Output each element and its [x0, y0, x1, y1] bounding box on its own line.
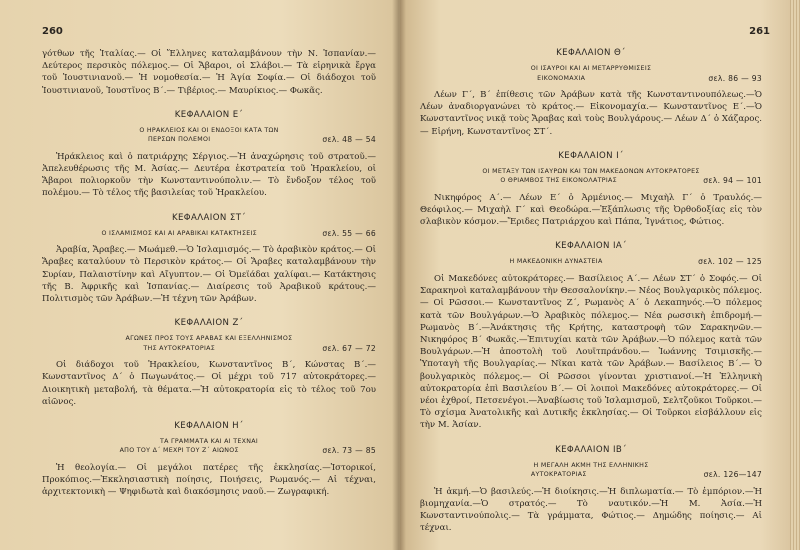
chapter-summary: Ἡ ἀκμή.—Ὁ βασιλεύς.—Ἡ διοίκησις.—Ἡ διπλωματία.— Τὸ ἐμπόριον.—Ἡ βιομηχανία.—Ὁ στρατός.— Τὸ ναυτικόν.—Ἡ Μ. Ἀσία.—Ἡ Κωνσταντινούπολις.— Τὰ γράμματα, Φώτιος.— Δημώδης ποίησις.— Αἱ τέχναι.: [420, 486, 762, 534]
page-range: σελ. 86 — 93: [708, 73, 762, 83]
book-gutter: [392, 0, 406, 550]
chapter-summary: Ἀραβία, Ἄραβες.— Μωάμεθ.—Ὁ Ἰσλαμισμός.— Τὸ ἀραβικὸν κράτος.— Οἱ Ἄραβες καταλύουν τὸ Περσικὸν κράτος.— Οἱ Ἄραβες καταλαμβάνουν τὴν Συρίαν, Παλαιστίνην καὶ Αἴγυπτον.— Οἱ Ὀμεϊάδαι χαλίφαι.— Κατάκτησις τῆς Β. Ἀφρικῆς καὶ Ἱσπανίας.— Διαίρεσις τοῦ Ἀραβικοῦ κράτους.— Πολιτισμὸς τῶν Ἀράβων.—Ἡ τέχνη τῶν Ἀράβων.: [42, 245, 376, 304]
page-number: 261: [749, 26, 770, 37]
page-range: σελ. 55 — 66: [322, 228, 376, 238]
chapter-subtitle-row: [420, 470, 762, 480]
page-edge: [790, 0, 800, 550]
page-range: σελ. 67 — 72: [322, 343, 376, 353]
page-number: 260: [42, 26, 63, 37]
chapter-summary: Ἡράκλειος καὶ ὁ πατριάρχης Σέργιος.—Ἡ ἀναχώρησις τοῦ στρατοῦ.—Ἀπελευθέρωσις τῆς Μ. Ἀσίας.— Δευτέρα ἐκστρατεία τοῦ Ἡρακλείου, οἱ Ἄβαροι πολιορκοῦν τὴν Κωνσταντινούπολιν.— Τὸ ἔνδοξον τέλος τοῦ πολέμου.— Τὸ τέλος τῆς βασιλείας τοῦ Ἡρακλείου.: [42, 151, 376, 199]
chapter-subtitle-row: [42, 446, 376, 456]
chapter-subtitle-row: [42, 229, 376, 239]
chapter-subtitle: Ο ΘΡΙΑΜΒΟΣ ΤΗΣ ΕΙΚΟΝΟΛΑΤΡΙΑΣ: [500, 177, 617, 185]
page-content: [420, 48, 762, 534]
chapter-subtitle: ΑΥΤΟΚΡΑΤΟΡΙΑΣ: [530, 471, 587, 479]
page-range: σελ. 126—147: [703, 470, 762, 480]
chapter-heading: ΚΕΦΑΛΑΙΟΝ Η΄: [174, 420, 244, 431]
chapter-subtitle: ΤΑ ΓΡΑΜΜΑΤΑ ΚΑΙ ΑΙ ΤΕΧΝΑΙ: [159, 437, 259, 445]
chapter-heading: ΚΕΦΑΛΑΙΟΝ ΣΤ΄: [171, 212, 247, 223]
chapter-summary: Ἡ θεολογία.— Οἱ μεγάλοι πατέρες τῆς ἐκκλησίας.—Ἱστορικοί, Προκόπιος.—Ἐκκλησιαστικὴ ποίησις, Ποιήσεις, Ρωμανός.— Αἱ τέχναι, ἀρχιτεκτονικὴ — Ψηφιδωτὰ καὶ διακόσμησις ναοῦ.— Ζωγραφική.: [42, 462, 376, 498]
chapter-heading: ΚΕΦΑΛΑΙΟΝ Ζ΄: [174, 318, 244, 329]
chapter-subtitle: Η ΜΑΚΕΔΟΝΙΚΗ ΔΥΝΑΣΤΕΙΑ: [509, 258, 603, 266]
chapter-subtitle: Ο ΗΡΑΚΛΕΙΟΣ ΚΑΙ ΟΙ ΕΝΔΟΞΟΙ ΚΑΤΑ ΤΩΝ: [139, 126, 279, 134]
chapter-subtitle-row: [42, 135, 376, 145]
page-content: [42, 48, 376, 499]
chapter-subtitle: ΟΙ ΜΕΤΑΞΥ ΤΩΝ ΙΣΑΥΡΩΝ ΚΑΙ ΤΩΝ ΜΑΚΕΔΟΝΩΝ ΑΥΤΟΚΡΑΤΟΡΕΣ: [482, 167, 700, 175]
chapter-heading: ΚΕΦΑΛΑΙΟΝ Θ΄: [556, 48, 626, 58]
chapter-subtitle: ΑΓΩΝΕΣ ΠΡΟΣ ΤΟΥΣ ΑΡΑΒΑΣ ΚΑΙ ΕΞΕΛΛΗΝΙΣΜΟΣ: [125, 335, 293, 343]
chapter-heading: ΚΕΦΑΛΑΙΟΝ ΙΑ΄: [555, 241, 627, 252]
chapter-subtitle: Ο ΙΣΛΑΜΙΣΜΟΣ ΚΑΙ ΑΙ ΑΡΑΒΙΚΑΙ ΚΑΤΑΚΤΗΣΕΙΣ: [101, 229, 257, 237]
chapter-subtitle: ΠΕΡΣΩΝ ΠΟΛΕΜΟΙ: [147, 136, 211, 144]
chapter-subtitle: ΕΙΚΟΝΟΜΑΧΙΑ: [537, 74, 586, 82]
chapter-heading: ΚΕΦΑΛΑΙΟΝ ΙΒ΄: [555, 444, 627, 455]
chapter-subtitle: ΟΙ ΙΣΑΥΡΟΙ ΚΑΙ ΑΙ ΜΕΤΑΡΡΥΘΜΙΣΕΙΣ: [530, 65, 652, 72]
chapter-summary: Οἱ διάδοχοι τοῦ Ἡρακλείου, Κωνσταντῖνος Β΄, Κώνστας Β΄.— Κωνσταντῖνος Δ΄ ὁ Πωγωνάτος.— Οἱ μέχρι τοῦ 717 αὐτοκράτορες.— Διοικητικὴ μεταβολή, τὰ θέματα.—Ἡ αὐτοκρατορία εἰς τὸ τέλος τοῦ 7ου αἰῶνος.: [42, 360, 376, 407]
chapter-summary: Οἱ Μακεδόνες αὐτοκράτορες.— Βασίλειος Α΄.— Λέων ΣΤ΄ ὁ Σοφός.— Οἱ Σαρακηνοὶ καταλαμβάνουν τὴν Θεσσαλονίκην.— Νέος Βουλγαρικὸς πόλεμος.— Οἱ Ρῶσσοι.— Κωνσταντῖνος Ζ΄, Ρωμανὸς Α΄ ὁ Λεκαπηνός.—Ὁ πόλεμος κατὰ τῶν Βουλγάρων.—Ὁ Ἀραβικὸς πόλεμος.— Νέα ρωσσικὴ ἐπιδρομή.— Ρωμανὸς Β΄.—Ἀνάκτησις τῆς Κρήτης, καταστροφὴ τῶν Σαρακηνῶν.— Νικηφόρος Β΄ Φωκᾶς.—Ἐπιτυχίαι κατὰ τῶν Ἀράβων.—Ὁ πόλεμος κατὰ τῶν Βουλγάρων.—Ἡ ἀποστολὴ τοῦ Λουϊτπράνδου.— Ἰωάννης Τσιμισκῆς.— Ὑποταγὴ τῆς Βουλγαρίας.— Νῖκαι κατὰ τῶν Ἀράβων.— Βασίλειος Β΄.— Ὁ βουλγαρικὸς πόλεμος.— Οἱ Ρῶσσοι γίνονται χριστιανοί.—Ἡ Ἑλληνικὴ αὐτοκρατορία ἐπὶ Βασιλείου Β΄.— Οἱ λοιποὶ Μακεδόνες αὐτοκράτορες.— Οἱ νέοι ἐχθροί, Πετσενέγοι.—Ἀναβίωσις τοῦ Ἰσλαμισμοῦ, Σελτζοῦκοι Τοῦρκοι.— Τὸ σχίσμα Ἀνατολικῆς καὶ Δυτικῆς ἐκκλησίας.— Οἱ Τοῦρκοι εἰσβάλλουν εἰς τὴν Μ. Ἀσίαν.: [420, 273, 762, 431]
chapter-summary: Νικηφόρος Α΄.— Λέων Ε΄ ὁ Ἀρμένιος.— Μιχαὴλ Γ΄ ὁ Τραυλός.— Θεόφιλος.— Μιχαὴλ Γ΄ καὶ Θεοδώρα.—Ἐξάπλωσις τῆς Ὀρθοδοξίας εἰς τὸν σλαβικὸν κόσμον.—Ἔριδες Πατριάρχου καὶ Πάπα, Ἰγνάτιος, Φώτιος.: [420, 192, 762, 228]
right-page: [400, 0, 800, 550]
chapter-summary: Λέων Γ΄, Β΄ ἐπίθεσις τῶν Ἀράβων κατὰ τῆς Κωνσταντινουπόλεως.—Ὁ Λέων ἀναδιοργανώνει τὸ κράτος.— Εἰκονομαχία.— Κωνσταντῖνος Ε΄.—Ὁ Κωνσταντῖνος νικᾷ τοὺς Ἄραβας καὶ τοὺς Βουλγάρους.— Λέων Δ΄ ὁ Χάζαρος.— Εἰρήνη, Κωνσταντῖνος ΣΤ΄.: [420, 90, 762, 137]
chapter-subtitle-row: [420, 74, 762, 84]
chapter-subtitle-row: [420, 257, 762, 267]
chapter-subtitle: Η ΜΕΓΑΛΗ ΑΚΜΗ ΤΗΣ ΕΛΛΗΝΙΚΗΣ: [533, 461, 649, 469]
page-range: σελ. 94 — 101: [703, 176, 762, 186]
page-range: σελ. 48 — 54: [322, 135, 376, 145]
chapter-subtitle-row: [42, 344, 376, 354]
chapter-subtitle-row: [420, 176, 762, 186]
chapter-heading: ΚΕΦΑΛΑΙΟΝ Ι΄: [558, 150, 624, 161]
chapter-subtitle: ΑΠΟ ΤΟΥ Δ΄ ΜΕΧΡΙ ΤΟΥ Ζ΄ ΑΙΩΝΟΣ: [119, 447, 239, 455]
chapter-heading: ΚΕΦΑΛΑΙΟΝ Ε΄: [174, 109, 244, 120]
page-range: σελ. 73 — 85: [322, 446, 376, 456]
page-range: σελ. 102 — 125: [698, 257, 762, 267]
intro-paragraph: γότθων τῆς Ἰταλίας.— Οἱ Ἕλληνες καταλαμβάνουν τὴν Ν. Ἱσπανίαν.— Δεύτερος περσικὸς πόλεμος.— Οἱ Ἄβαροι, οἱ Σλάβοι.— Τὰ εἰρηνικὰ ἔργα τοῦ Ἰουστινιανοῦ.— Ἡ νομοθεσία.— Ἡ Ἁγία Σοφία.— Οἱ διάδοχοι τοῦ Ἰουστινιανοῦ, Ἰουστῖνος Β΄.— Τιβέριος.— Μαυρίκιος.— Φωκᾶς.: [42, 49, 376, 96]
chapter-subtitle: ΤΗΣ ΑΥΤΟΚΡΑΤΟΡΙΑΣ: [143, 344, 215, 352]
